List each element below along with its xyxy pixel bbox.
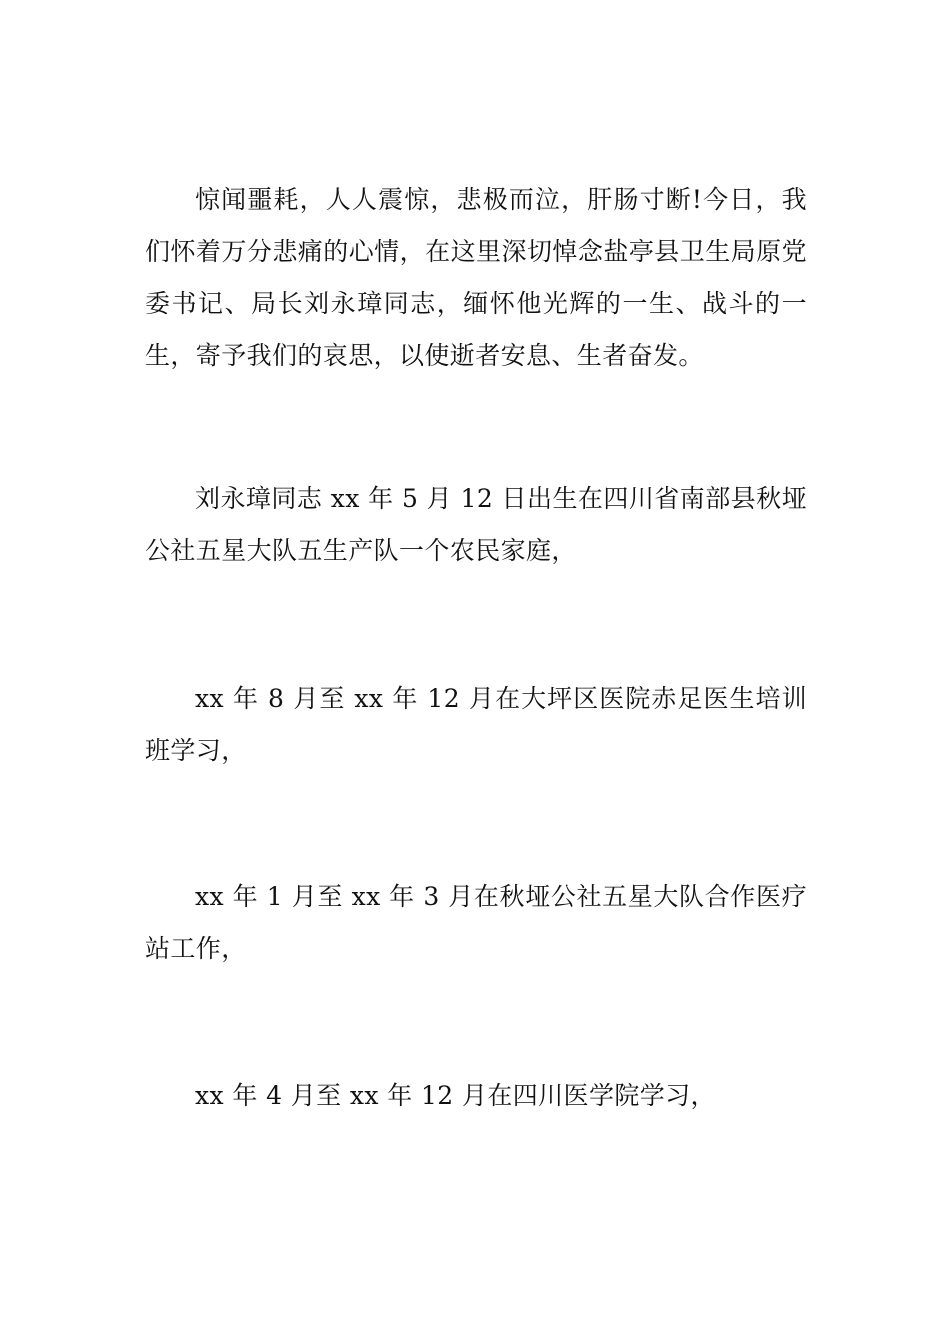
paragraph-medical-school: xx 年 4 月至 xx 年 12 月在四川医学院学习， [195, 1081, 716, 1110]
paragraph-birth: 刘永璋同志 xx 年 5 月 12 日出生在四川省南部县秋垭公社五星大队五生产队一个农民家庭， [145, 484, 807, 565]
paragraph-clinic-work: xx 年 1 月至 xx 年 3 月在秋垭公社五星大队合作医疗站工作， [145, 882, 807, 963]
paragraph-eulogy-intro: 惊闻噩耗，人人震惊，悲极而泣，肝肠寸断!今日，我们怀着万分悲痛的心情，在这里深切悼念盐亭县卫生局原党委书记、局长刘永璋同志，缅怀他光辉的一生、战斗的一生，寄予我们的哀思，以使逝者安息、生者奋发。 [145, 185, 807, 370]
paragraph-training: xx 年 8 月至 xx 年 12 月在大坪区医院赤足医生培训班学习， [145, 684, 807, 765]
